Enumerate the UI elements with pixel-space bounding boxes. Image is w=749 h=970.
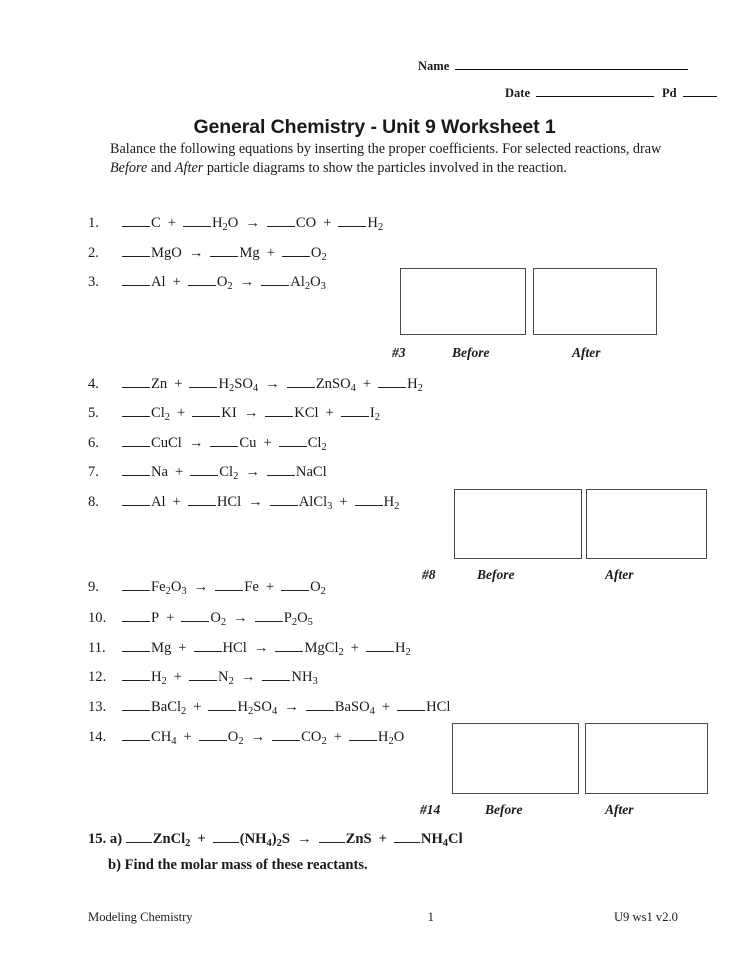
coefficient-blank[interactable]	[208, 699, 236, 711]
coefficient-blank[interactable]	[122, 494, 150, 506]
coefficient-blank[interactable]	[261, 274, 289, 286]
coefficient-blank[interactable]	[210, 435, 238, 447]
plus-symbol: +	[323, 215, 332, 231]
coefficient-blank[interactable]	[338, 215, 366, 227]
coefficient-blank[interactable]	[262, 669, 290, 681]
coefficient-blank[interactable]	[397, 699, 425, 711]
coefficient-blank[interactable]	[319, 831, 345, 843]
equation-row-15a	[88, 831, 463, 848]
chemical-formula: $N_2$	[218, 669, 234, 687]
plus-symbol: +	[167, 215, 176, 231]
chemical-formula: CO	[295, 215, 317, 231]
instructions-part-3: particle diagrams to show the particles involved in the reaction.	[203, 159, 567, 176]
plus-symbol: +	[381, 699, 391, 715]
chemical-formula: $O_2$	[310, 245, 327, 263]
chemical-formula: $I_2$	[369, 405, 380, 423]
coefficient-blank[interactable]	[394, 831, 420, 843]
particle-diagram-box-3-after[interactable]	[533, 268, 657, 335]
equation-row-3	[88, 274, 326, 290]
chemical-formula: AlCl$_3$	[298, 494, 333, 512]
chemical-formula: KI	[221, 405, 237, 421]
plus-symbol: +	[378, 831, 387, 847]
coefficient-blank[interactable]	[122, 215, 150, 227]
chemical-formula: BaCl$_2$	[151, 699, 187, 717]
plus-symbol: +	[173, 669, 183, 685]
particle-diagram-after-label-3: After	[572, 345, 601, 360]
name-blank-line[interactable]	[455, 58, 688, 70]
coefficient-blank[interactable]	[192, 405, 220, 417]
plus-symbol: +	[333, 729, 342, 745]
chemical-formula: Fe	[244, 579, 259, 595]
coefficient-blank[interactable]	[126, 831, 152, 843]
coefficient-blank[interactable]	[188, 274, 216, 286]
page-title: General Chemistry - Unit 9 Worksheet 1	[193, 116, 556, 138]
chemical-formula: BaSO$_4$	[334, 699, 375, 717]
coefficient-blank[interactable]	[355, 494, 383, 506]
reaction-arrow: →	[188, 245, 204, 261]
coefficient-blank[interactable]	[255, 610, 283, 622]
chemical-formula: $H_2SO_4$	[237, 699, 278, 717]
chemical-formula: KCl	[294, 405, 319, 421]
coefficient-blank[interactable]	[215, 579, 243, 591]
coefficient-blank[interactable]	[378, 376, 406, 388]
chemical-formula: $H_2O$	[377, 729, 405, 747]
name-field-row	[418, 58, 688, 74]
equation-number: 3.	[88, 274, 99, 290]
chemical-formula: $CO_2$	[301, 729, 327, 747]
particle-diagram-box-14-after[interactable]	[585, 723, 708, 794]
plus-symbol: +	[325, 405, 334, 421]
particle-diagram-box-8-before[interactable]	[454, 489, 582, 559]
coefficient-blank[interactable]	[281, 579, 309, 591]
plus-symbol: +	[265, 579, 275, 595]
coefficient-blank[interactable]	[122, 699, 150, 711]
chemical-formula: Mg	[239, 245, 260, 261]
reaction-arrow: →	[265, 376, 280, 392]
equation-row-11	[88, 640, 411, 656]
equation-number: 7.	[88, 464, 99, 480]
instructions-part-2: and	[147, 159, 175, 176]
coefficient-blank[interactable]	[265, 405, 293, 417]
plus-symbol: +	[177, 405, 186, 421]
chemical-formula: $(NH_4)_2S$	[239, 831, 291, 849]
equation-row-12	[88, 669, 318, 685]
equation-row-2	[88, 245, 327, 261]
equation-row-8	[88, 494, 399, 510]
chemical-formula: $CH_4$	[151, 729, 177, 747]
chemical-formula: $H_2$	[394, 640, 411, 658]
particle-diagram-box-8-after[interactable]	[586, 489, 707, 559]
equation-number: 5.	[88, 405, 99, 421]
coefficient-blank[interactable]	[270, 494, 298, 506]
coefficient-blank[interactable]	[213, 831, 239, 843]
plus-symbol: +	[166, 610, 175, 626]
chemical-formula: Mg	[151, 640, 172, 656]
chemical-formula: HCl	[426, 699, 451, 715]
chemical-formula: $O_2$	[310, 579, 326, 597]
equation-row-13	[88, 699, 450, 715]
reaction-arrow: →	[240, 669, 256, 685]
coefficient-blank[interactable]	[122, 376, 150, 388]
date-blank-line[interactable]	[536, 85, 654, 97]
equation-number: 13.	[88, 699, 107, 715]
instructions-paragraph	[110, 140, 690, 178]
particle-diagram-after-label-8: After	[605, 567, 634, 582]
coefficient-blank[interactable]	[181, 610, 209, 622]
chemical-formula: Zn	[151, 376, 168, 392]
chemical-formula: $H_2$	[383, 494, 400, 512]
chemical-formula: HCl	[222, 640, 247, 656]
chemical-formula: Al	[151, 274, 166, 290]
equation-row-4	[88, 376, 423, 392]
chemical-formula: Al	[151, 494, 166, 510]
coefficient-blank[interactable]	[122, 610, 150, 622]
plus-symbol: +	[266, 245, 275, 261]
equation-number: 4.	[88, 376, 99, 392]
coefficient-blank[interactable]	[306, 699, 334, 711]
plus-symbol: +	[350, 640, 359, 656]
reaction-arrow: →	[248, 494, 263, 510]
equation-number: 1.	[88, 215, 99, 231]
equation-row-1	[88, 215, 383, 231]
chemical-formula: $H_2$	[367, 215, 384, 233]
coefficient-blank[interactable]	[349, 729, 377, 741]
coefficient-blank[interactable]	[122, 640, 150, 652]
page-footer	[88, 910, 678, 925]
reaction-arrow: →	[193, 579, 209, 595]
coefficient-blank[interactable]	[189, 376, 217, 388]
equation-row-14	[88, 729, 404, 745]
particle-diagram-box-14-before[interactable]	[452, 723, 579, 794]
coefficient-blank[interactable]	[188, 494, 216, 506]
equation-number: 11.	[88, 640, 106, 656]
particle-diagram-before-label-3: Before	[452, 345, 490, 360]
equation-number: 9.	[88, 579, 99, 595]
plus-symbol: +	[193, 699, 202, 715]
coefficient-blank[interactable]	[122, 245, 150, 257]
chemical-formula: HCl	[216, 494, 242, 510]
coefficient-blank[interactable]	[122, 274, 150, 286]
chemical-formula: MgO	[151, 245, 182, 261]
coefficient-blank[interactable]	[267, 215, 295, 227]
particle-diagram-before-label-14: Before	[485, 802, 523, 817]
coefficient-blank[interactable]	[366, 640, 394, 652]
chemical-formula: $Cl_2$	[307, 435, 327, 453]
coefficient-blank[interactable]	[122, 464, 150, 476]
reaction-arrow: →	[245, 215, 260, 231]
particle-diagram-tag-14: #14	[420, 802, 441, 817]
coefficient-blank[interactable]	[282, 245, 310, 257]
chemical-formula: ZnCl$_2$	[152, 831, 191, 849]
coefficient-blank[interactable]	[287, 376, 315, 388]
reaction-arrow: →	[245, 464, 260, 480]
reaction-arrow: →	[297, 831, 312, 847]
chemical-formula: $Cl_2$	[219, 464, 239, 482]
particle-diagram-box-3-before[interactable]	[400, 268, 526, 335]
reaction-arrow: →	[243, 405, 259, 421]
chemical-formula: Cu	[239, 435, 257, 451]
coefficient-blank[interactable]	[122, 405, 150, 417]
particle-diagram-after-label-14: After	[605, 802, 634, 817]
reaction-arrow: →	[239, 274, 255, 290]
coefficient-blank[interactable]	[190, 464, 218, 476]
coefficient-blank[interactable]	[210, 245, 238, 257]
reaction-arrow: →	[233, 610, 248, 626]
pd-label: Pd	[662, 86, 677, 100]
chemical-formula: $H_2SO_4$	[218, 376, 259, 394]
item-15a-label: 15. a)	[88, 831, 123, 847]
plus-symbol: +	[175, 464, 184, 480]
equation-number: 12.	[88, 669, 107, 685]
chemical-formula: $O_2$	[210, 610, 227, 628]
plus-symbol: +	[263, 435, 272, 451]
equation-row-6	[88, 435, 327, 451]
coefficient-blank[interactable]	[122, 579, 150, 591]
instructions-before-emphasis: Before	[110, 159, 148, 176]
equation-row-5	[88, 405, 380, 421]
chemical-formula: $H_2$	[407, 376, 423, 394]
coefficient-blank[interactable]	[279, 435, 307, 447]
chemical-formula: CuCl	[151, 435, 182, 451]
equation-row-7	[88, 464, 327, 480]
particle-diagram-tag-8: #8	[422, 567, 436, 582]
chemical-formula: $Al_2O_3$	[290, 274, 326, 292]
footer-page-number: 1	[427, 910, 434, 924]
plus-symbol: +	[174, 376, 183, 392]
coefficient-blank[interactable]	[122, 729, 150, 741]
equation-number: 8.	[88, 494, 99, 510]
equation-number: 2.	[88, 245, 99, 261]
plus-symbol: +	[172, 494, 181, 510]
coefficient-blank[interactable]	[122, 435, 150, 447]
chemical-formula: $H_2$	[151, 669, 167, 687]
chemical-formula: $NH_3$	[291, 669, 318, 687]
chemical-formula: $P_2O_5$	[283, 610, 313, 628]
equation-row-9	[88, 579, 326, 595]
chemical-formula: C	[151, 215, 161, 231]
item-15a-equation	[126, 831, 463, 847]
pd-blank-line[interactable]	[683, 85, 717, 97]
equation-number: 6.	[88, 435, 99, 451]
plus-symbol: +	[178, 640, 187, 656]
equation-number: 14.	[88, 729, 107, 745]
coefficient-blank[interactable]	[341, 405, 369, 417]
reaction-arrow: →	[250, 729, 266, 745]
footer-left-text: Modeling Chemistry	[88, 910, 193, 924]
coefficient-blank[interactable]	[267, 464, 295, 476]
chemical-formula: ZnS	[345, 831, 372, 847]
chemical-formula: $H_2O$	[211, 215, 239, 233]
plus-symbol: +	[183, 729, 192, 745]
date-label: Date	[505, 86, 530, 100]
coefficient-blank[interactable]	[189, 669, 217, 681]
reaction-arrow: →	[188, 435, 204, 451]
equation-row-10	[88, 610, 313, 626]
plus-symbol: +	[197, 831, 206, 847]
name-label: Name	[418, 59, 450, 73]
date-field-row	[505, 85, 689, 101]
particle-diagram-before-label-8: Before	[477, 567, 515, 582]
coefficient-blank[interactable]	[199, 729, 227, 741]
coefficient-blank[interactable]	[122, 669, 150, 681]
chemical-formula: $Fe_2O_3$	[151, 579, 187, 597]
chemical-formula: $O_2$	[216, 274, 233, 292]
chemical-formula: $NH_4Cl$	[420, 831, 463, 849]
chemical-formula: Na	[151, 464, 169, 480]
instructions-part-1: Balance the following equations by inserting the proper coefficients. For selected reactions, draw	[110, 141, 662, 157]
coefficient-blank[interactable]	[194, 640, 222, 652]
coefficient-blank[interactable]	[275, 640, 303, 652]
particle-diagram-tag-3: #3	[392, 345, 406, 360]
plus-symbol: +	[172, 274, 181, 290]
reaction-arrow: →	[253, 640, 269, 656]
equation-number: 10.	[88, 610, 107, 626]
plus-symbol: +	[339, 494, 348, 510]
item-15b-text: b) Find the molar mass of these reactants.	[108, 857, 368, 873]
reaction-arrow: →	[284, 699, 299, 715]
chemical-formula: ZnSO$_4$	[315, 376, 356, 394]
chemical-formula: $Cl_2$	[151, 405, 171, 423]
chemical-formula: MgCl$_2$	[304, 640, 344, 658]
chemical-formula: $O_2$	[227, 729, 244, 747]
chemical-formula: NaCl	[295, 464, 327, 480]
plus-symbol: +	[362, 376, 372, 392]
chemical-formula: P	[151, 610, 160, 626]
coefficient-blank[interactable]	[183, 215, 211, 227]
instructions-after-emphasis: After	[174, 159, 204, 176]
coefficient-blank[interactable]	[272, 729, 300, 741]
footer-right-text: U9 ws1 v2.0	[613, 910, 678, 924]
